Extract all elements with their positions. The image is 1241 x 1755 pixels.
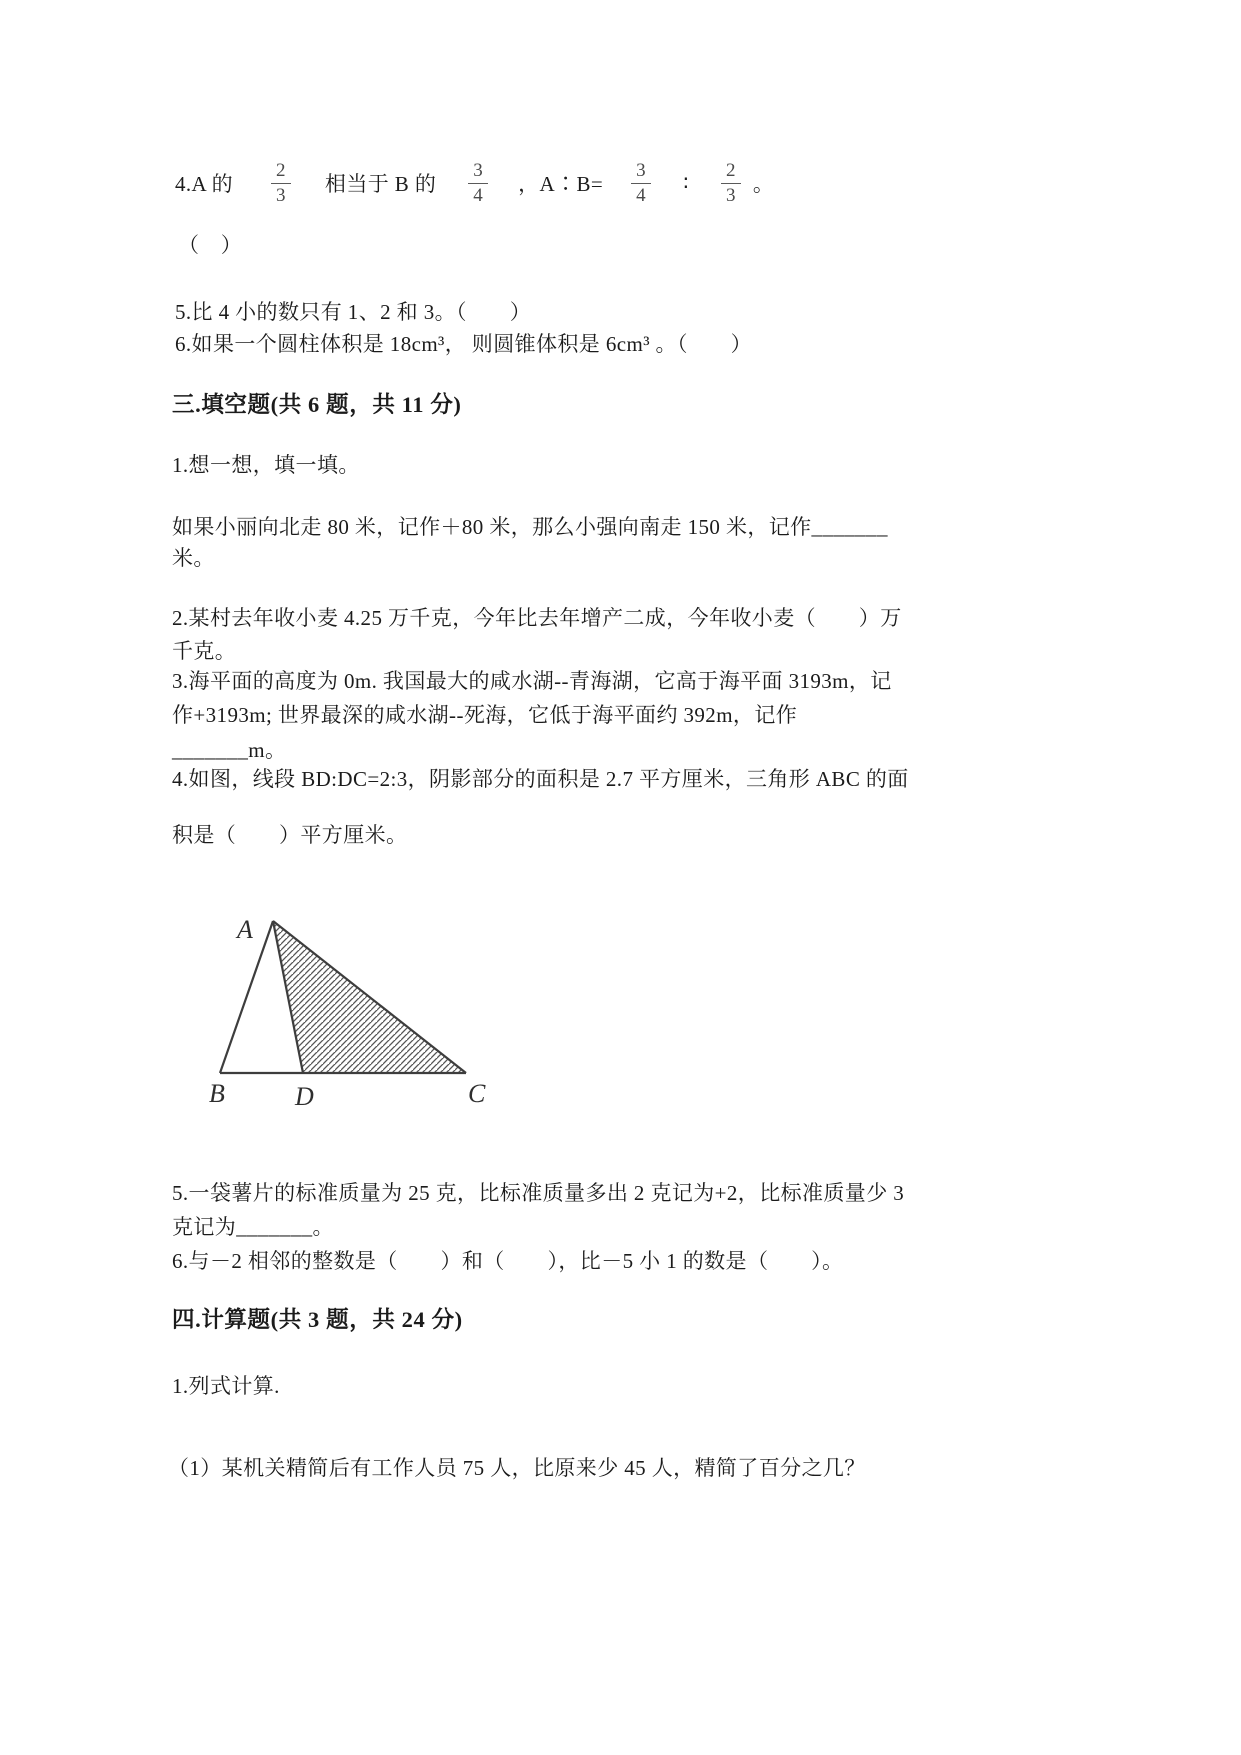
fill-q2-line1: 2.某村去年收小麦 4.25 万千克，今年比去年增产二成，今年收小麦（ ）万 [172,606,902,630]
fraction-3-4 [468,160,488,207]
fraction-2-3 [271,160,291,207]
fill-q6: 6.与－2 相邻的整数是（ ）和（ ），比－5 小 1 的数是（ ）。 [172,1249,844,1273]
judge-q4-text-1: 4.A 的 [175,172,234,196]
judge-q4-text-2: 相当于 B 的 [324,172,437,196]
fraction-numerator: 2 [721,160,741,184]
fill-q3-line1: 3.海平面的高度为 0m. 我国最大的咸水湖--青海湖，它高于海平面 3193m，记 [172,669,892,693]
judge-q4-ratio-colon: ∶ [683,170,689,195]
fill-q4-line2: 积是（ ）平方厘米。 [172,823,408,847]
judge-q4-line [175,152,774,214]
fraction-denominator: 3 [276,184,286,206]
vertex-label-A: A [237,915,253,944]
fill-q5-line1: 5.一袋薯片的标准质量为 25 克，比标准质量多出 2 克记为+2，比标准质量少 3 [172,1181,905,1205]
calc-q1-sub1: （1）某机关精简后有工作人员 75 人，比原来少 45 人，精简了百分之几？ [168,1456,866,1480]
fill-q1-line2: 米。 [172,546,215,570]
section-3-heading: 三.填空题(共 6 题，共 11 分) [172,392,462,417]
fraction-numerator: 3 [468,160,488,184]
fill-q3-line3: _______m。 [172,738,287,762]
triangle-svg [185,878,515,1113]
fill-q3-line2: 作+3193m; 世界最深的咸水湖--死海，它低于海平面约 392m，记作 [172,703,798,727]
judge-q4-answer-blank: （ ） [178,233,243,257]
vertex-label-B: B [209,1079,225,1108]
vertex-label-C: C [468,1079,486,1108]
triangle-figure [185,878,515,1113]
fraction-denominator: 4 [636,184,647,206]
section-4-heading: 四.计算题(共 3 题，共 24 分) [172,1307,463,1332]
fill-q5-line2: 克记为_______。 [172,1215,334,1239]
fraction-denominator: 4 [473,184,484,206]
fraction-3-4 [631,160,651,207]
fill-q1-intro: 1.想一想，填一填。 [172,453,360,477]
judge-q4-period: 。 [752,172,775,196]
fraction-numerator: 3 [631,160,651,184]
fill-q2-line2: 千克。 [172,639,237,663]
fill-q1-line1: 如果小丽向北走 80 米，记作＋80 米，那么小强向南走 150 米，记作_______ [172,515,888,539]
vertex-label-D: D [295,1082,314,1111]
judge-q5: 5.比 4 小的数只有 1、2 和 3。（ ） [175,300,532,324]
judge-q6: 6.如果一个圆柱体积是 18cm³， 则圆锥体积是 6cm³ 。（ ） [175,332,753,356]
fraction-numerator: 2 [271,160,291,184]
judge-q4-text-3: ，A∶B= [518,172,604,196]
fraction-2-3 [721,160,741,207]
calc-q1: 1.列式计算. [172,1374,280,1398]
fraction-denominator: 3 [725,184,736,206]
fill-q4-line1: 4.如图，线段 BD:DC=2:3，阴影部分的面积是 2.7 平方厘米，三角形 ABC 的面 [172,767,909,791]
